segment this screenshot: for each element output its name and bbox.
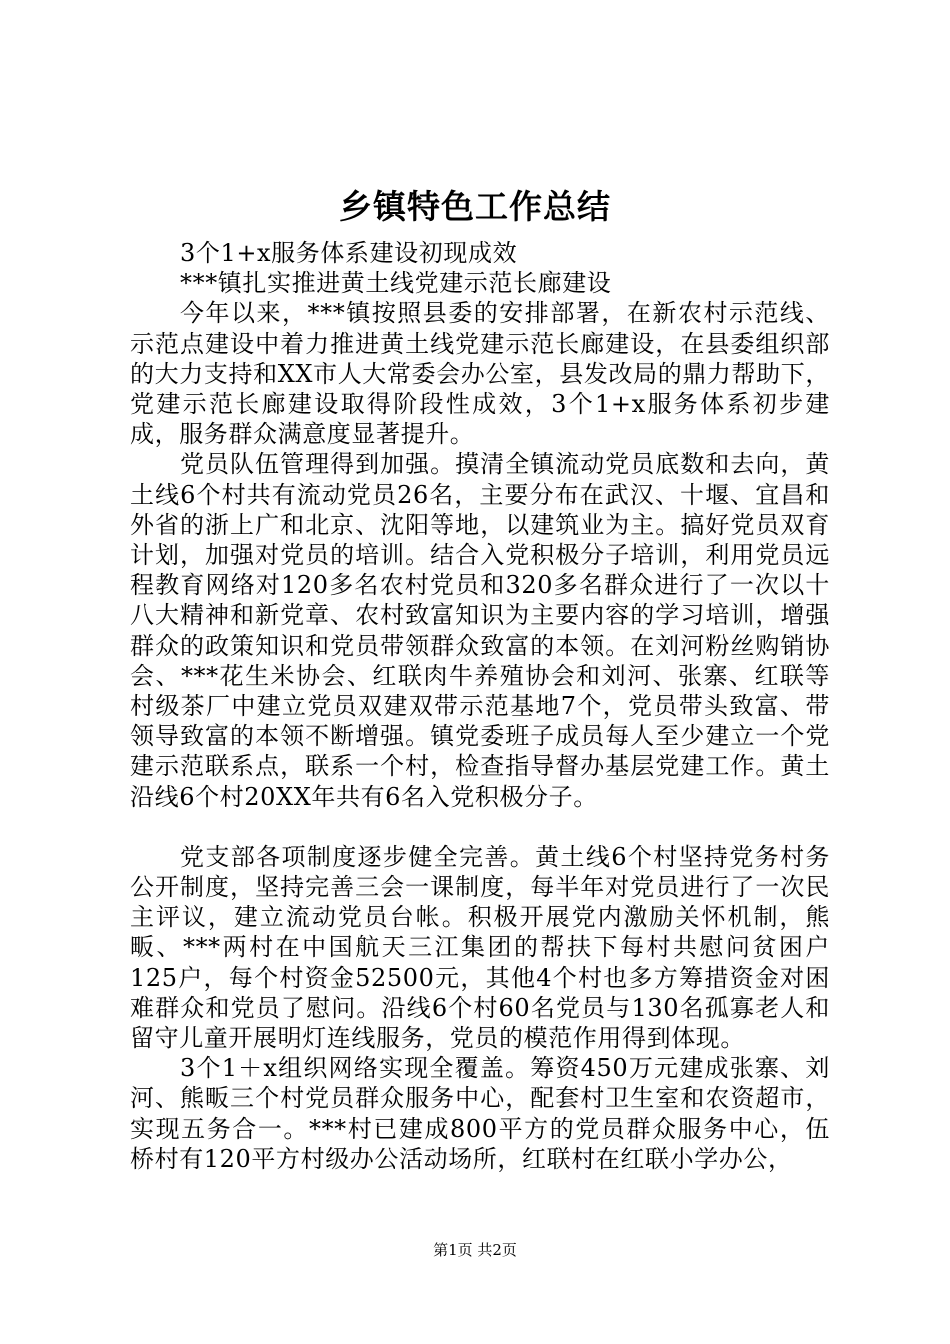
paragraph-intro: 今年以来，***镇按照县委的安排部署，在新农村示范线、示范点建设中着力推进黄土线党建示范长廊建设，在县委组织部的大力支持和XX市人大常委会办公室，县发改局的鼎力帮助下，党建示范长廊建设取得阶段性成效，3个1+x服务体系初步建成，服务群众满意度显著提升。 (130, 299, 830, 449)
paragraph-party-member-management: 党员队伍管理得到加强。摸清全镇流动党员底数和去向，黄土线6个村共有流动党员26名，主要分布在武汉、十堰、宜昌和外省的浙上广和北京、沈阳等地，以建筑业为主。搞好党员双育计划，加强对党员的培训。结合入党积极分子培训，利用党员远程教育网络对120多名农村党员和320多名群众进行了一次以十八大精神和新党章、农村致富知识为主要内容的学习培训，增强群众的政策知识和党员带领群众致富的本领。在刘河粉丝购销协会、***花生米协会、红联肉牛养殖协会和刘河、张寨、红联等村级茶厂中建立党员双建双带示范基地7个，党员带头致富、带领导致富的本领不断增强。镇党委班子成员每人至少建立一个党建示范联系点，联系一个村，检查指导督办基层党建工作。黄土沿线6个村20XX年共有6名入党积极分子。 (130, 450, 830, 811)
paragraph-party-branch-system: 党支部各项制度逐步健全完善。黄土线6个村坚持党务村务公开制度，坚持完善三会一课制度，每半年对党员进行了一次民主评议，建立流动党员台帐。积极开展党内激励关怀机制，熊畈、***两村在中国航天三江集团的帮扶下每村共慰问贫困户125户，每个村资金52500元，其他4个村也多方筹措资金对困难群众和党员了慰问。沿线6个村60名党员与130名孤寡老人和留守儿童开展明灯连线服务，党员的模范作用得到体现。 (130, 842, 830, 1053)
paragraph-organization-network: 3个1＋x组织网络实现全覆盖。筹资450万元建成张寨、刘河、熊畈三个村党员群众服务中心，配套村卫生室和农资超市，实现五务合一。***村已建成800平方的党员群众服务中心，伍桥村有120平方村级办公活动场所，红联村在红联小学办公， (130, 1054, 830, 1173)
page-number-footer: 第1页 共2页 (433, 1241, 517, 1259)
document-title: 乡镇特色工作总结 (339, 187, 611, 226)
paragraph-subtitle-2: ***镇扎实推进黄土线党建示范长廊建设 (180, 269, 612, 298)
paragraph-subtitle-1: 3个1+x服务体系建设初现成效 (180, 239, 518, 267)
document-body (130, 238, 830, 1174)
